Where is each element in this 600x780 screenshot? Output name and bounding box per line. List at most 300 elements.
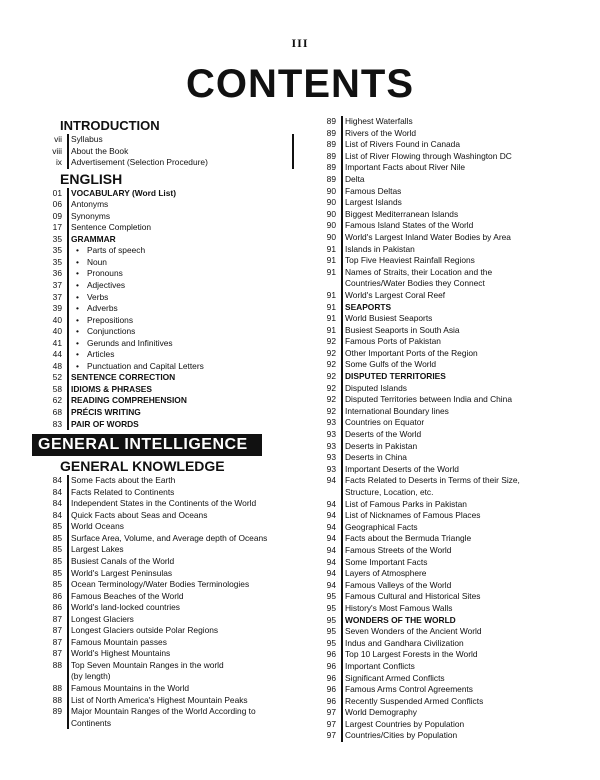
toc-entry-title: World Oceans <box>71 521 124 532</box>
toc-page-number: 93 <box>326 429 336 440</box>
section-heading-introduction: INTRODUCTION <box>60 118 160 133</box>
toc-entry <box>318 510 556 522</box>
toc-page-number: 94 <box>326 533 336 544</box>
toc-page-number: 87 <box>52 636 62 647</box>
toc-page-number: 86 <box>52 602 62 613</box>
toc-entry <box>318 615 556 627</box>
toc-page-number: 90 <box>326 208 336 219</box>
toc-entry-title: Deserts in Pakistan <box>345 440 418 451</box>
toc-entry-title: Facts about the Bermuda Triangle <box>345 533 472 544</box>
toc-entry <box>44 407 306 419</box>
toc-entry-title: Facts Related to Deserts in Terms of their Size, <box>345 475 520 486</box>
toc-page-number: 95 <box>326 591 336 602</box>
toc-page-number: 94 <box>326 544 336 555</box>
introduction-list <box>44 134 306 169</box>
toc-entry <box>44 211 306 223</box>
toc-page-number: 89 <box>326 139 336 150</box>
divider <box>67 134 69 169</box>
toc-entry-title: Antonyms <box>71 199 109 210</box>
toc-page-number: 96 <box>326 695 336 706</box>
toc-page-number: 87 <box>52 613 62 624</box>
toc-entry <box>318 255 556 267</box>
toc-entry-title: • Conjunctions <box>62 326 306 338</box>
toc-entry-title: International Boundary lines <box>345 405 449 416</box>
toc-entry-title: Longest Glaciers outside Polar Regions <box>71 625 219 636</box>
toc-entry <box>44 521 306 533</box>
toc-entry-title: Top 10 Largest Forests in the World <box>345 649 478 660</box>
toc-page-number: 84 <box>52 509 62 520</box>
toc-page-number: 94 <box>326 579 336 590</box>
toc-page-number: 83 <box>52 418 62 429</box>
toc-page-number: 35 <box>52 245 62 256</box>
toc-page-number: 95 <box>326 637 336 648</box>
toc-entry <box>44 146 306 158</box>
toc-page-number: 68 <box>52 407 62 418</box>
toc-page-number: 86 <box>52 590 62 601</box>
toc-entry <box>318 313 556 325</box>
english-list <box>44 188 306 430</box>
toc-entry-title: • Gerunds and Infinitives <box>62 338 306 350</box>
toc-entry <box>318 557 556 569</box>
toc-entry-title: Important Facts about River Nile <box>345 162 466 173</box>
toc-entry-title: Top Five Heaviest Rainfall Regions <box>345 255 475 266</box>
toc-entry-title: Biggest Mediterranean Islands <box>345 208 459 219</box>
toc-entry-title: READING COMPREHENSION <box>71 395 187 406</box>
toc-page-number: 40 <box>52 314 62 325</box>
toc-page-number: 91 <box>326 324 336 335</box>
toc-entry <box>318 441 556 453</box>
toc-entry-title: History's Most Famous Walls <box>345 602 453 613</box>
general-knowledge-list <box>44 475 306 729</box>
toc-entry <box>44 579 306 591</box>
divider <box>341 116 343 742</box>
toc-entry <box>318 209 556 221</box>
toc-entry-title: Major Mountain Ranges of the World According to <box>71 706 256 717</box>
toc-entry-title: Top Seven Mountain Ranges in the world <box>71 659 224 670</box>
toc-entry <box>44 134 306 146</box>
toc-page-number: 92 <box>326 347 336 358</box>
toc-entry-title: Countries/Water Bodies they Connect <box>345 278 485 289</box>
toc-page-number: 88 <box>52 659 62 670</box>
toc-page-number: 93 <box>326 417 336 428</box>
toc-entry <box>318 162 556 174</box>
toc-entry <box>318 452 556 464</box>
toc-entry <box>44 533 306 545</box>
toc-entry <box>318 719 556 731</box>
toc-entry-title: • Adverbs <box>62 303 306 315</box>
toc-page-number: 91 <box>326 301 336 312</box>
toc-entry-title: Some Gulfs of the World <box>345 359 437 370</box>
toc-entry <box>318 128 556 140</box>
toc-entry <box>318 580 556 592</box>
toc-page-number: 90 <box>326 197 336 208</box>
toc-page-number: 09 <box>52 210 62 221</box>
toc-entry <box>44 234 306 246</box>
toc-page-number: 90 <box>326 231 336 242</box>
toc-entry <box>318 220 556 232</box>
toc-entry-title: Some Facts about the Earth <box>71 475 176 486</box>
toc-page-number: 36 <box>52 268 62 279</box>
toc-page-number: 95 <box>326 602 336 613</box>
toc-entry <box>44 591 306 603</box>
toc-entry <box>318 174 556 186</box>
toc-entry <box>44 660 306 672</box>
toc-entry-title: Famous Mountain passes <box>71 636 167 647</box>
toc-entry <box>318 278 556 290</box>
toc-page-number: 17 <box>52 222 62 233</box>
toc-entry <box>44 637 306 649</box>
toc-entry <box>44 671 306 683</box>
toc-entry <box>44 718 306 730</box>
toc-page-number: 39 <box>52 303 62 314</box>
toc-entry <box>44 315 306 327</box>
toc-page-number: 84 <box>52 486 62 497</box>
toc-page-number: 89 <box>326 127 336 138</box>
toc-entry-title: Busiest Seaports in South Asia <box>345 324 460 335</box>
toc-page-number: 91 <box>326 313 336 324</box>
toc-entry <box>318 626 556 638</box>
toc-page-number: 91 <box>326 266 336 277</box>
toc-page-number: 37 <box>52 280 62 291</box>
toc-entry <box>44 556 306 568</box>
toc-page-number: 94 <box>326 556 336 567</box>
toc-page-number: 94 <box>326 568 336 579</box>
toc-entry <box>318 591 556 603</box>
toc-entry-title: Important Conflicts <box>345 660 415 671</box>
toc-entry <box>318 730 556 742</box>
toc-page-number: 89 <box>326 173 336 184</box>
toc-page-number: 85 <box>52 579 62 590</box>
page-number-roman: III <box>291 36 309 50</box>
toc-entry-title: Recently Suspended Armed Conflicts <box>345 695 484 706</box>
toc-entry <box>44 498 306 510</box>
toc-entry-title: Continents <box>71 717 112 728</box>
toc-entry <box>318 464 556 476</box>
toc-entry <box>318 707 556 719</box>
toc-entry-title: Quick Facts about Seas and Oceans <box>71 509 208 520</box>
toc-entry-title: Facts Related to Continents <box>71 486 175 497</box>
toc-page-number: 84 <box>52 498 62 509</box>
toc-page-number: 85 <box>52 555 62 566</box>
section-heading-english: ENGLISH <box>60 170 123 187</box>
toc-page-number: 96 <box>326 672 336 683</box>
toc-page-number: 97 <box>326 718 336 729</box>
toc-entry-title: WONDERS OF THE WORLD <box>345 614 456 625</box>
toc-entry <box>44 292 306 304</box>
toc-entry-title: Indus and Gandhara Civilization <box>345 637 464 648</box>
toc-page-number: 95 <box>326 626 336 637</box>
toc-page-number: 85 <box>52 521 62 532</box>
toc-entry <box>318 302 556 314</box>
toc-entry-title: Synonyms <box>71 210 111 221</box>
toc-page-number: 85 <box>52 544 62 555</box>
toc-page-number: 94 <box>326 521 336 532</box>
toc-entry <box>318 232 556 244</box>
toc-entry-title: About the Book <box>71 145 129 156</box>
toc-entry <box>44 303 306 315</box>
toc-entry-title: Famous Island States of the World <box>345 220 474 231</box>
toc-entry-title: Countries/Cities by Population <box>345 730 458 741</box>
contents-left-column <box>38 116 306 729</box>
toc-entry <box>44 326 306 338</box>
toc-entry <box>44 372 306 384</box>
toc-entry-title: Independent States in the Continents of the World <box>71 498 257 509</box>
toc-entry <box>318 568 556 580</box>
toc-entry <box>318 696 556 708</box>
toc-page-number: 97 <box>326 730 336 741</box>
toc-entry-title: • Adjectives <box>62 280 306 292</box>
toc-entry-title: PAIR OF WORDS <box>71 418 139 429</box>
toc-entry <box>44 257 306 269</box>
toc-entry <box>318 429 556 441</box>
toc-page-number: 93 <box>326 440 336 451</box>
toc-page-number: 96 <box>326 684 336 695</box>
toc-entry-title: Advertisement (Selection Procedure) <box>71 157 208 168</box>
toc-page-number: 92 <box>326 405 336 416</box>
toc-entry-title: World's Largest Peninsulas <box>71 567 173 578</box>
toc-entry-title: • Parts of speech <box>62 245 306 257</box>
section-heading-general-knowledge: GENERAL KNOWLEDGE <box>60 458 225 475</box>
toc-page-number: 01 <box>52 187 62 198</box>
toc-entry-title: IDIOMS & PHRASES <box>71 383 152 394</box>
toc-entry <box>318 394 556 406</box>
toc-entry <box>44 475 306 487</box>
toc-entry-title: • Verbs <box>62 292 306 304</box>
toc-entry <box>44 706 306 718</box>
toc-entry-title: Important Deserts of the World <box>345 463 459 474</box>
toc-entry-title: Famous Ports of Pakistan <box>345 336 441 347</box>
toc-entry-title: PRÉCIS WRITING <box>71 407 141 418</box>
toc-entry-title: (by length) <box>71 671 111 682</box>
toc-entry-title: Delta <box>345 173 365 184</box>
toc-entry-title: Geographical Facts <box>345 521 418 532</box>
toc-entry <box>318 603 556 615</box>
toc-page-number: 92 <box>326 359 336 370</box>
toc-entry-title: World Busiest Seaports <box>345 313 433 324</box>
toc-entry <box>318 417 556 429</box>
toc-entry-title: List of Rivers Found in Canada <box>345 139 460 150</box>
toc-page-number: 87 <box>52 625 62 636</box>
toc-entry <box>318 545 556 557</box>
toc-page-number: 93 <box>326 463 336 474</box>
toc-entry <box>318 151 556 163</box>
toc-entry <box>44 188 306 200</box>
toc-entry-title: Names of Straits, their Location and the <box>345 266 493 277</box>
toc-page-number: 40 <box>52 326 62 337</box>
toc-entry <box>44 625 306 637</box>
toc-entry-title: SENTENCE CORRECTION <box>71 372 176 383</box>
toc-entry <box>318 197 556 209</box>
toc-page-number: 94 <box>326 510 336 521</box>
toc-page-number: 92 <box>326 382 336 393</box>
toc-page-number: 92 <box>326 394 336 405</box>
toc-entry-title: Disputed Territories between India and China <box>345 394 512 405</box>
toc-entry <box>318 244 556 256</box>
toc-entry <box>44 568 306 580</box>
toc-entry <box>318 290 556 302</box>
toc-entry <box>44 395 306 407</box>
toc-entry <box>44 602 306 614</box>
toc-entry-title: Surface Area, Volume, and Average depth of Oceans <box>71 532 268 543</box>
toc-entry <box>44 361 306 373</box>
toc-entry <box>318 661 556 673</box>
toc-entry-title: DISPUTED TERRITORIES <box>345 371 446 382</box>
toc-entry <box>44 683 306 695</box>
toc-entry-title: World's Highest Mountains <box>71 648 171 659</box>
toc-entry-title: World Demography <box>345 707 417 718</box>
toc-entry-title: World's Largest Inland Water Bodies by Area <box>345 231 511 242</box>
right-list <box>318 116 556 742</box>
toc-page-number: 90 <box>326 220 336 231</box>
toc-entry-title: Largest Islands <box>345 197 402 208</box>
toc-entry <box>44 695 306 707</box>
toc-page-number: 97 <box>326 707 336 718</box>
toc-entry <box>44 419 306 431</box>
toc-page-number: 88 <box>52 694 62 705</box>
toc-page-number: 89 <box>326 150 336 161</box>
toc-entry-title: • Noun <box>62 257 306 269</box>
toc-page-number: 89 <box>52 706 62 717</box>
toc-page-number: 94 <box>326 475 336 486</box>
toc-entry <box>318 522 556 534</box>
toc-page-number: 93 <box>326 452 336 463</box>
toc-page-number: 35 <box>52 233 62 244</box>
toc-page-number: 89 <box>326 162 336 173</box>
toc-page-number: 84 <box>52 475 62 486</box>
toc-entry <box>44 544 306 556</box>
toc-entry <box>44 384 306 396</box>
toc-entry-title: Longest Glaciers <box>71 613 134 624</box>
toc-page-number: 35 <box>52 256 62 267</box>
toc-entry <box>318 371 556 383</box>
toc-entry-title: Structure, Location, etc. <box>345 487 434 497</box>
toc-entry <box>44 157 306 169</box>
toc-entry-title: Syllabus <box>71 134 103 144</box>
toc-entry-title: Rivers of the World <box>345 127 417 138</box>
toc-entry <box>318 267 556 279</box>
toc-entry <box>44 510 306 522</box>
toc-entry-title: Ocean Terminology/Water Bodies Terminologies <box>71 579 250 590</box>
toc-entry-title: Famous Streets of the World <box>345 544 452 555</box>
toc-entry <box>318 383 556 395</box>
toc-entry-title: Famous Cultural and Historical Sites <box>345 591 481 602</box>
toc-entry-title: Layers of Atmosphere <box>345 568 427 579</box>
toc-entry-title: Deserts of the World <box>345 429 422 440</box>
toc-entry-title: • Punctuation and Capital Letters <box>62 361 306 373</box>
toc-page-number: 92 <box>326 371 336 382</box>
toc-entry-title: Famous Mountains in the World <box>71 682 190 693</box>
toc-page-number: 41 <box>52 337 62 348</box>
toc-page-number: viii <box>52 145 62 156</box>
toc-page-number: 85 <box>52 532 62 543</box>
divider <box>292 134 294 169</box>
toc-page-number: 62 <box>52 395 62 406</box>
toc-entry <box>318 533 556 545</box>
toc-entry <box>318 186 556 198</box>
toc-entry <box>318 406 556 418</box>
toc-entry-title: Famous Valleys of the World <box>345 579 452 590</box>
toc-entry-title: SEAPORTS <box>345 301 392 312</box>
toc-entry <box>44 245 306 257</box>
toc-entry-title: Famous Beaches of the World <box>71 590 184 601</box>
toc-entry <box>318 116 556 128</box>
toc-entry-title: Famous Deltas <box>345 185 402 196</box>
toc-entry-title: • Articles <box>62 349 306 361</box>
toc-entry <box>318 359 556 371</box>
toc-entry-title: List of Famous Parks in Pakistan <box>345 498 467 509</box>
toc-page-number: 96 <box>326 660 336 671</box>
toc-entry <box>318 638 556 650</box>
toc-entry-title: List of Nicknames of Famous Places <box>345 510 481 521</box>
toc-entry <box>44 268 306 280</box>
toc-entry-title: Deserts in China <box>345 452 407 463</box>
divider <box>67 475 69 729</box>
toc-page-number: vii <box>54 134 62 144</box>
toc-page-number: 06 <box>52 199 62 210</box>
toc-entry-title: Seven Wonders of the Ancient World <box>345 626 482 637</box>
toc-page-number: 37 <box>52 291 62 302</box>
toc-page-number: 95 <box>326 614 336 625</box>
toc-page-number: 92 <box>326 336 336 347</box>
toc-entry <box>44 349 306 361</box>
toc-page-number: ix <box>55 157 62 168</box>
toc-entry-title: List of River Flowing through Washington DC <box>345 150 512 161</box>
toc-entry-title: World's Largest Coral Reef <box>345 289 446 300</box>
toc-entry <box>318 684 556 696</box>
toc-page-number: 88 <box>52 682 62 693</box>
toc-page-number: 89 <box>326 116 336 126</box>
toc-entry-title: Islands in Pakistan <box>345 243 415 254</box>
toc-page-number: 44 <box>52 349 62 360</box>
toc-entry-title: • Prepositions <box>62 315 306 327</box>
toc-entry <box>318 139 556 151</box>
toc-page-number: 85 <box>52 567 62 578</box>
toc-entry <box>44 199 306 211</box>
toc-entry-title: GRAMMAR <box>71 233 116 244</box>
toc-entry-title: List of North America's Highest Mountain Peaks <box>71 694 248 705</box>
toc-entry-title: VOCABULARY (Word List) <box>71 187 176 198</box>
toc-entry-title: Largest Countries by Population <box>345 718 465 729</box>
toc-entry-title: Famous Arms Control Agreements <box>345 684 473 695</box>
toc-entry-title: Largest Lakes <box>71 544 124 555</box>
toc-entry <box>44 487 306 499</box>
toc-page-number: 91 <box>326 289 336 300</box>
toc-entry-title: Some Important Facts <box>345 556 428 567</box>
toc-entry <box>318 325 556 337</box>
toc-entry-title: Other Important Ports of the Region <box>345 347 478 358</box>
toc-entry <box>318 499 556 511</box>
toc-page-number: 52 <box>52 372 62 383</box>
toc-entry <box>44 648 306 660</box>
toc-entry <box>318 487 556 499</box>
toc-entry-title: World's land-locked countries <box>71 602 180 613</box>
toc-entry <box>44 614 306 626</box>
toc-entry <box>318 348 556 360</box>
divider <box>67 188 69 430</box>
toc-entry <box>318 475 556 487</box>
toc-entry <box>44 222 306 234</box>
toc-page-number: 94 <box>326 498 336 509</box>
toc-entry <box>318 336 556 348</box>
toc-entry-title: Countries on Equator <box>345 417 425 428</box>
toc-page-number: 96 <box>326 649 336 660</box>
page-title: CONTENTS <box>186 62 414 106</box>
toc-page-number: 58 <box>52 383 62 394</box>
toc-entry-title: • Pronouns <box>62 268 306 280</box>
toc-entry-title: Significant Armed Conflicts <box>345 672 445 683</box>
toc-page-number: 87 <box>52 648 62 659</box>
toc-entry-title: Disputed Islands <box>345 382 407 393</box>
